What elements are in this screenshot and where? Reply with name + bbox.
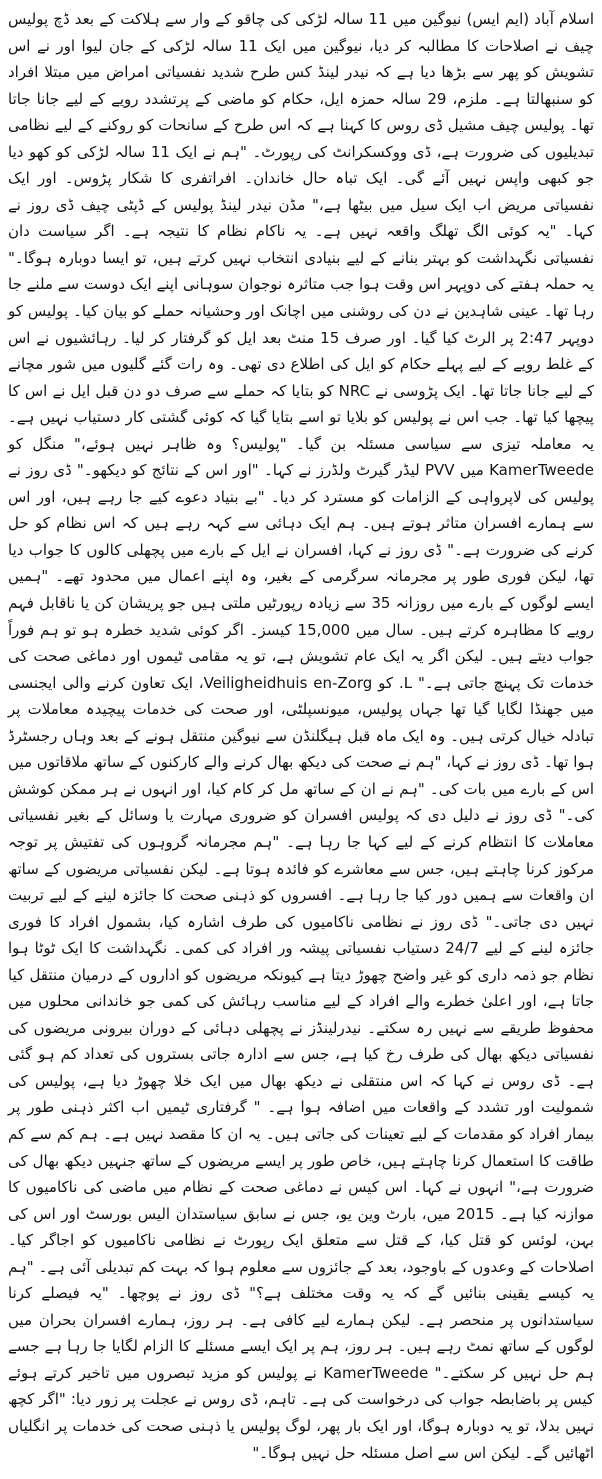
article-paragraph: اسلام آباد (ایم ایس) نیوگین میں 11 سالہ لڑکی کی چاقو کے وار سے ہلاکت کے بعد ڈچ پولیس چیف نے اصلاحات کا مطالبہ کر دیا، نیوگین میں ایک 11 سالہ لڑکی کے جان لیوا اور نے اس تشویش کو پھر سے بڑھا دیا ہے کہ نیدر لینڈ کس طرح شدید نفسیاتی امراض میں مبتلا افراد کو سنبھالتا ہے۔ ملزم، 29 سالہ حمزہ ایل، حکام کو ماضی کے پرتشدد رویے کے لیے جانا جاتا تھا۔ پولیس چیف مشیل ڈی روس کا کہنا ہے کہ اس طرح کے سانحات کو روکنے کے لیے نظامی تبدیلیوں کی ضرورت ہے، ڈی ووکسکرانٹ کی رپورٹ۔ "ہم نے ایک 11 سالہ لڑکی کو کھو دیا جو کبھی واپس نہیں آئے گی۔ ایک تباہ حال خاندان۔ افراتفری کا شکار پڑوس۔ اور ایک نفسیاتی مریض اب ایک سیل میں بیٹھا ہے،" مڈن نیدر لینڈ پولیس کے ڈپٹی چیف ڈی روز نے کہا۔ "یہ کوئی الگ تھلگ واقعہ نہیں ہے۔ یہ ناکام نظام کا نتیجہ ہے۔ اگر سیاست دان نفسیاتی نگہداشت کو بہتر بنانے کے لیے بنیادی انتخاب نہیں کرتے ہیں، تو ایسا دوبارہ ہوگا۔" یہ حملہ ہفتے کی دوپہر اس وقت ہوا جب متاثرہ نوجوان سوہانی اپنے ایک دوست سے ملنے جا رہا تھا۔ عینی شاہدین نے دن کی روشنی میں اچانک اور وحشیانہ حملے کو بیان کیا۔ پولیس کو دوپہر 2:47 پر الرٹ کیا گیا۔ اور صرف 15 منٹ بعد ایل کو گرفتار کر لیا۔ رہائشیوں نے اس کے غلط رویے کے لیے پہلے حکام کو ایل کی اطلاع دی تھی۔ وہ رات گئے گلیوں میں شور مچانے کے لیے جانا جاتا تھا۔ ایک پڑوسی نے NRC کو بتایا کہ حملے سے صرف دو دن قبل ایل نے اس کا پیچھا کیا تھا۔ جب اس نے پولیس کو بلایا تو اسے بتایا گیا کہ کوئی گشتی کار دستیاب نہیں ہے۔ یہ معاملہ تیزی سے سیاسی مسئلہ بن گیا۔ "پولیس؟ وہ ظاہر نہیں ہوئے،" منگل کو KamerTweede میں PVV لیڈر گیرٹ ولڈرز نے کہا۔ "اور اس کے نتائج کو دیکھو۔" ڈی روز نے پولیس کی لاپرواہی کے الزامات کو مسترد کر دیا۔ "بے بنیاد دعوے کیے جا رہے ہیں، اور اس سے ہمارے افسران متاثر ہوتے ہیں۔ ہم ایک دہائی سے کہہ رہے ہیں کہ اس نظام کو حل کرنے کی ضرورت ہے۔" ڈی روز نے کہا، افسران نے ایل کے بارے میں پچھلی کالوں کا جواب دیا تھا، لیکن فوری طور پر مجرمانہ سرگرمی کے بغیر، وہ اپنے اعمال میں محدود تھے۔ "ہمیں ایسے لوگوں کے بارے میں روزانہ 35 سے زیادہ رپورٹیں ملتی ہیں جو پریشان کن یا ناقابل فہم رویے کا مظاہرہ کرتے ہیں۔ سال میں 15,000 کیسز۔ اگر کوئی شدید خطرہ ہو تو ہم فوراً جواب دیتے ہیں۔ لیکن اگر یہ ایک عام تشویش ہے، تو یہ مقامی ٹیموں اور دماغی صحت کی خدمات تک پہنچ جاتی ہے۔" L. کو Veiligheidhuis en-Zorg، ایک تعاون کرنے والی ایجنسی میں جھنڈا لگایا گیا تھا جہاں پولیس، میونسپلٹی، اور صحت کی خدمات پیچیدہ معاملات پر تبادلہ خیال کرتی ہیں۔ وہ ایک ماہ قبل ہیگلنڈن سے نیوگین منتقل ہونے کے بعد وہاں رجسٹرڈ ہوا تھا۔ ڈی روز نے کہا، "ہم نے صحت کی دیکھ بھال کرنے والے کارکنوں کے ساتھ ملاقاتوں میں اس کے بارے میں بات کی۔ "ہم نے ان کے ساتھ مل کر کام کیا، اور انہوں نے ہر ممکن کوشش کی۔" ڈی روز نے دلیل دی کہ پولیس افسران کو ضروری مہارت یا وسائل کے بغیر نفسیاتی معاملات کا انتظام کرنے کے لیے کہا جا رہا ہے۔ "ہم مجرمانہ گروہوں کی تفتیش پر توجہ مرکوز کرنا چاہتے ہیں، جس سے معاشرے کو فائدہ ہوتا ہے۔ لیکن نفسیاتی مریضوں کے ساتھ ان واقعات سے ہمیں دور کیا جا رہا ہے۔ افسروں کو ذہنی صحت کا جائزہ لینے کے لیے تربیت نہیں دی جاتی۔" ڈی روز نے نظامی ناکامیوں کی طرف اشارہ کیا، بشمول افراد کا فوری جائزہ لینے کے لیے 24/7 دستیاب نفسیاتی پیشہ ور افراد کی کمی۔ نگہداشت کا ایک ٹوٹا ہوا نظام جو ذمہ داری کو غیر واضح چھوڑ دیتا ہے کیونکہ مریضوں کو اداروں کے درمیان منتقل کیا جاتا ہے، اور اعلیٰ خطرے والے افراد کے لیے مناسب رہائش کی کمی جو خاندانی محلوں میں محفوظ طریقے سے نہیں رہ سکتے۔ نیدرلینڈز نے پچھلی دہائی کے دوران بیرونی مریضوں کی نفسیاتی دیکھ بھال کی طرف رخ کیا ہے، جس سے ادارہ جاتی بستروں کی تعداد کم ہو گئی ہے۔ ڈی روس نے کہا کہ اس منتقلی نے دیکھ بھال میں ایک خلا چھوڑ دیا ہے، پولیس کی شمولیت اور تشدد کے واقعات میں اضافہ ہوا ہے۔ " گرفتاری ٹیمیں اب اکثر ذہنی طور پر بیمار افراد کو مقدمات کے لیے تعینات کی جاتی ہیں۔ یہ ان کا مقصد نہیں ہے۔ ہم کم سے کم طاقت کا استعمال کرنا چاہتے ہیں، خاص طور پر ایسے مریضوں کے ساتھ جنہیں دیکھ بھال کی ضرورت ہے،" انہوں نے کہا۔ اس کیس نے دماغی صحت کے نظام میں ماضی کی ناکامیوں کا موازنہ کیا ہے۔ 2015 میں، بارٹ وین یو، جس نے سابق سیاستدان الیس بورسٹ اور اس کی بہن، لوئس کو قتل کیا، کے قتل سے متعلق ایک رپورٹ نے نظامی ناکامیوں کو اجاگر کیا۔ اصلاحات کے وعدوں کے باوجود، بعد کے جائزوں سے معلوم ہوا کہ بہت کم تبدیلی آئی ہے۔ "ہم یہ کیسے یقینی بنائیں گے کہ یہ وقت مختلف ہے؟" ڈی روز نے پوچھا۔ "یہ فیصلے کرنا سیاستدانوں پر منحصر ہے۔ لیکن ہمارے لیے کافی ہے۔ ہر روز، ہمارے افسران بحران میں لوگوں کے ساتھ نمٹ رہے ہیں۔ ہر روز، ہم پر ایک ایسے مسئلے کا الزام لگایا جا رہا ہے جسے ہم حل نہیں کر سکتے۔" KamerTweede نے پولیس کو مزید تبصروں میں تاخیر کرتے ہوئے کیس پر باضابطہ جواب کی درخواست کی ہے۔ تاہم، ڈی روس نے عجلت پر زور دیا: "اگر کچھ نہیں بدلا، تو یہ دوبارہ ہوگا، اور ایک بار پھر، لوگ پولیس یا ذہنی صحت کی خدمات پر انگلیاں اٹھائیں گے۔ لیکن اس سے اصل مسئلہ حل نہیں ہوگا۔" [8, 10, 595, 1462]
